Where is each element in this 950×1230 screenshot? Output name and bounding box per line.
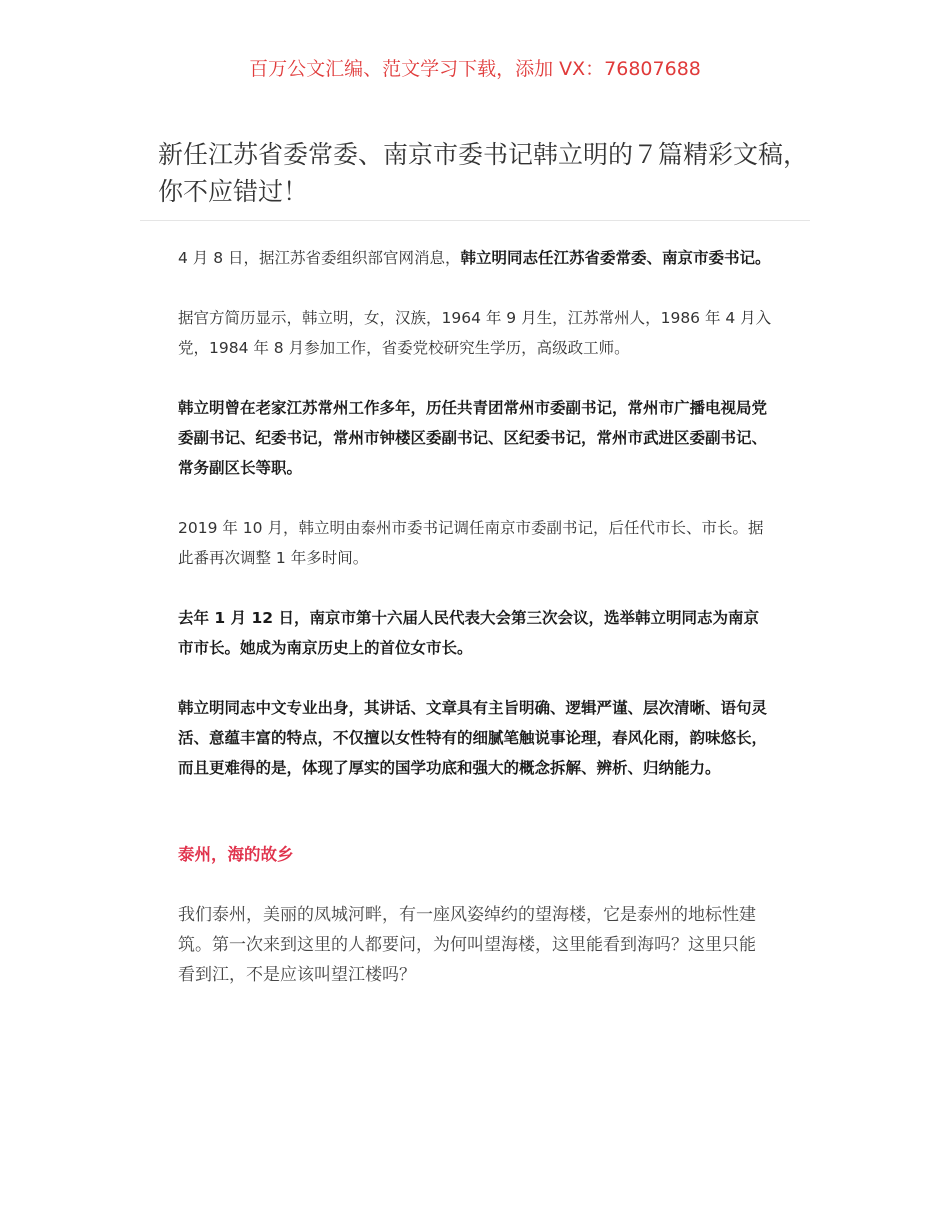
promo-banner: 百万公文汇编、范文学习下载，添加 VX：76807688	[249, 58, 701, 80]
section-paragraph: 我们泰州，美丽的凤城河畔，有一座风姿绰约的望海楼，它是泰州的地标性建筑。第一次来到这里的人都要问，为何叫望海楼，这里能看到海吗？这里只能看到江，不是应该叫望江楼吗？	[178, 905, 756, 985]
paragraph-transfer: 2019 年 10 月，韩立明由泰州市委书记调任南京市委副书记，后任代市长、市长。据此番再次调整 1 年多时间。	[178, 519, 764, 567]
paragraph-appointment	[178, 243, 772, 273]
section-heading: 泰州，海的故乡	[178, 845, 294, 864]
appointment-intro-text: 4 月 8 日，据江苏省委组织部官网消息，	[178, 249, 461, 267]
title-divider	[140, 220, 810, 221]
paragraph-writing-style: 韩立明同志中文专业出身，其讲话、文章具有主旨明确、逻辑严谨、层次清晰、语句灵活、意蕴丰富的特点，不仅擅以女性特有的细腻笔触说事论理，春风化雨，韵味悠长，而且更难得的是，体现了厚实的国学功底和强大的概念拆解、辨析、归纳能力。	[178, 699, 768, 777]
article-body	[178, 243, 772, 1020]
article-title: 新任江苏省委常委、南京市委书记韩立明的７篇精彩文稿，你不应错过！	[158, 140, 809, 206]
appointment-highlight-text: 韩立明同志任江苏省委常委、南京市委书记。	[460, 249, 771, 267]
paragraph-biography: 据官方简历显示，韩立明，女，汉族，1964 年 9 月生，江苏常州人，1986 年 4 月入党，1984 年 8 月参加工作，省委党校研究生学历，高级政工师。	[178, 309, 772, 357]
paragraph-mayor-election: 去年 1 月 12 日，南京市第十六届人民代表大会第三次会议，选举韩立明同志为南京市市长。她成为南京历史上的首位女市长。	[178, 609, 759, 657]
paragraph-career: 韩立明曾在老家江苏常州工作多年，历任共青团常州市委副书记，常州市广播电视局党委副书记、纪委书记，常州市钟楼区委副书记、区纪委书记，常州市武进区委副书记、常务副区长等职。	[178, 399, 768, 477]
